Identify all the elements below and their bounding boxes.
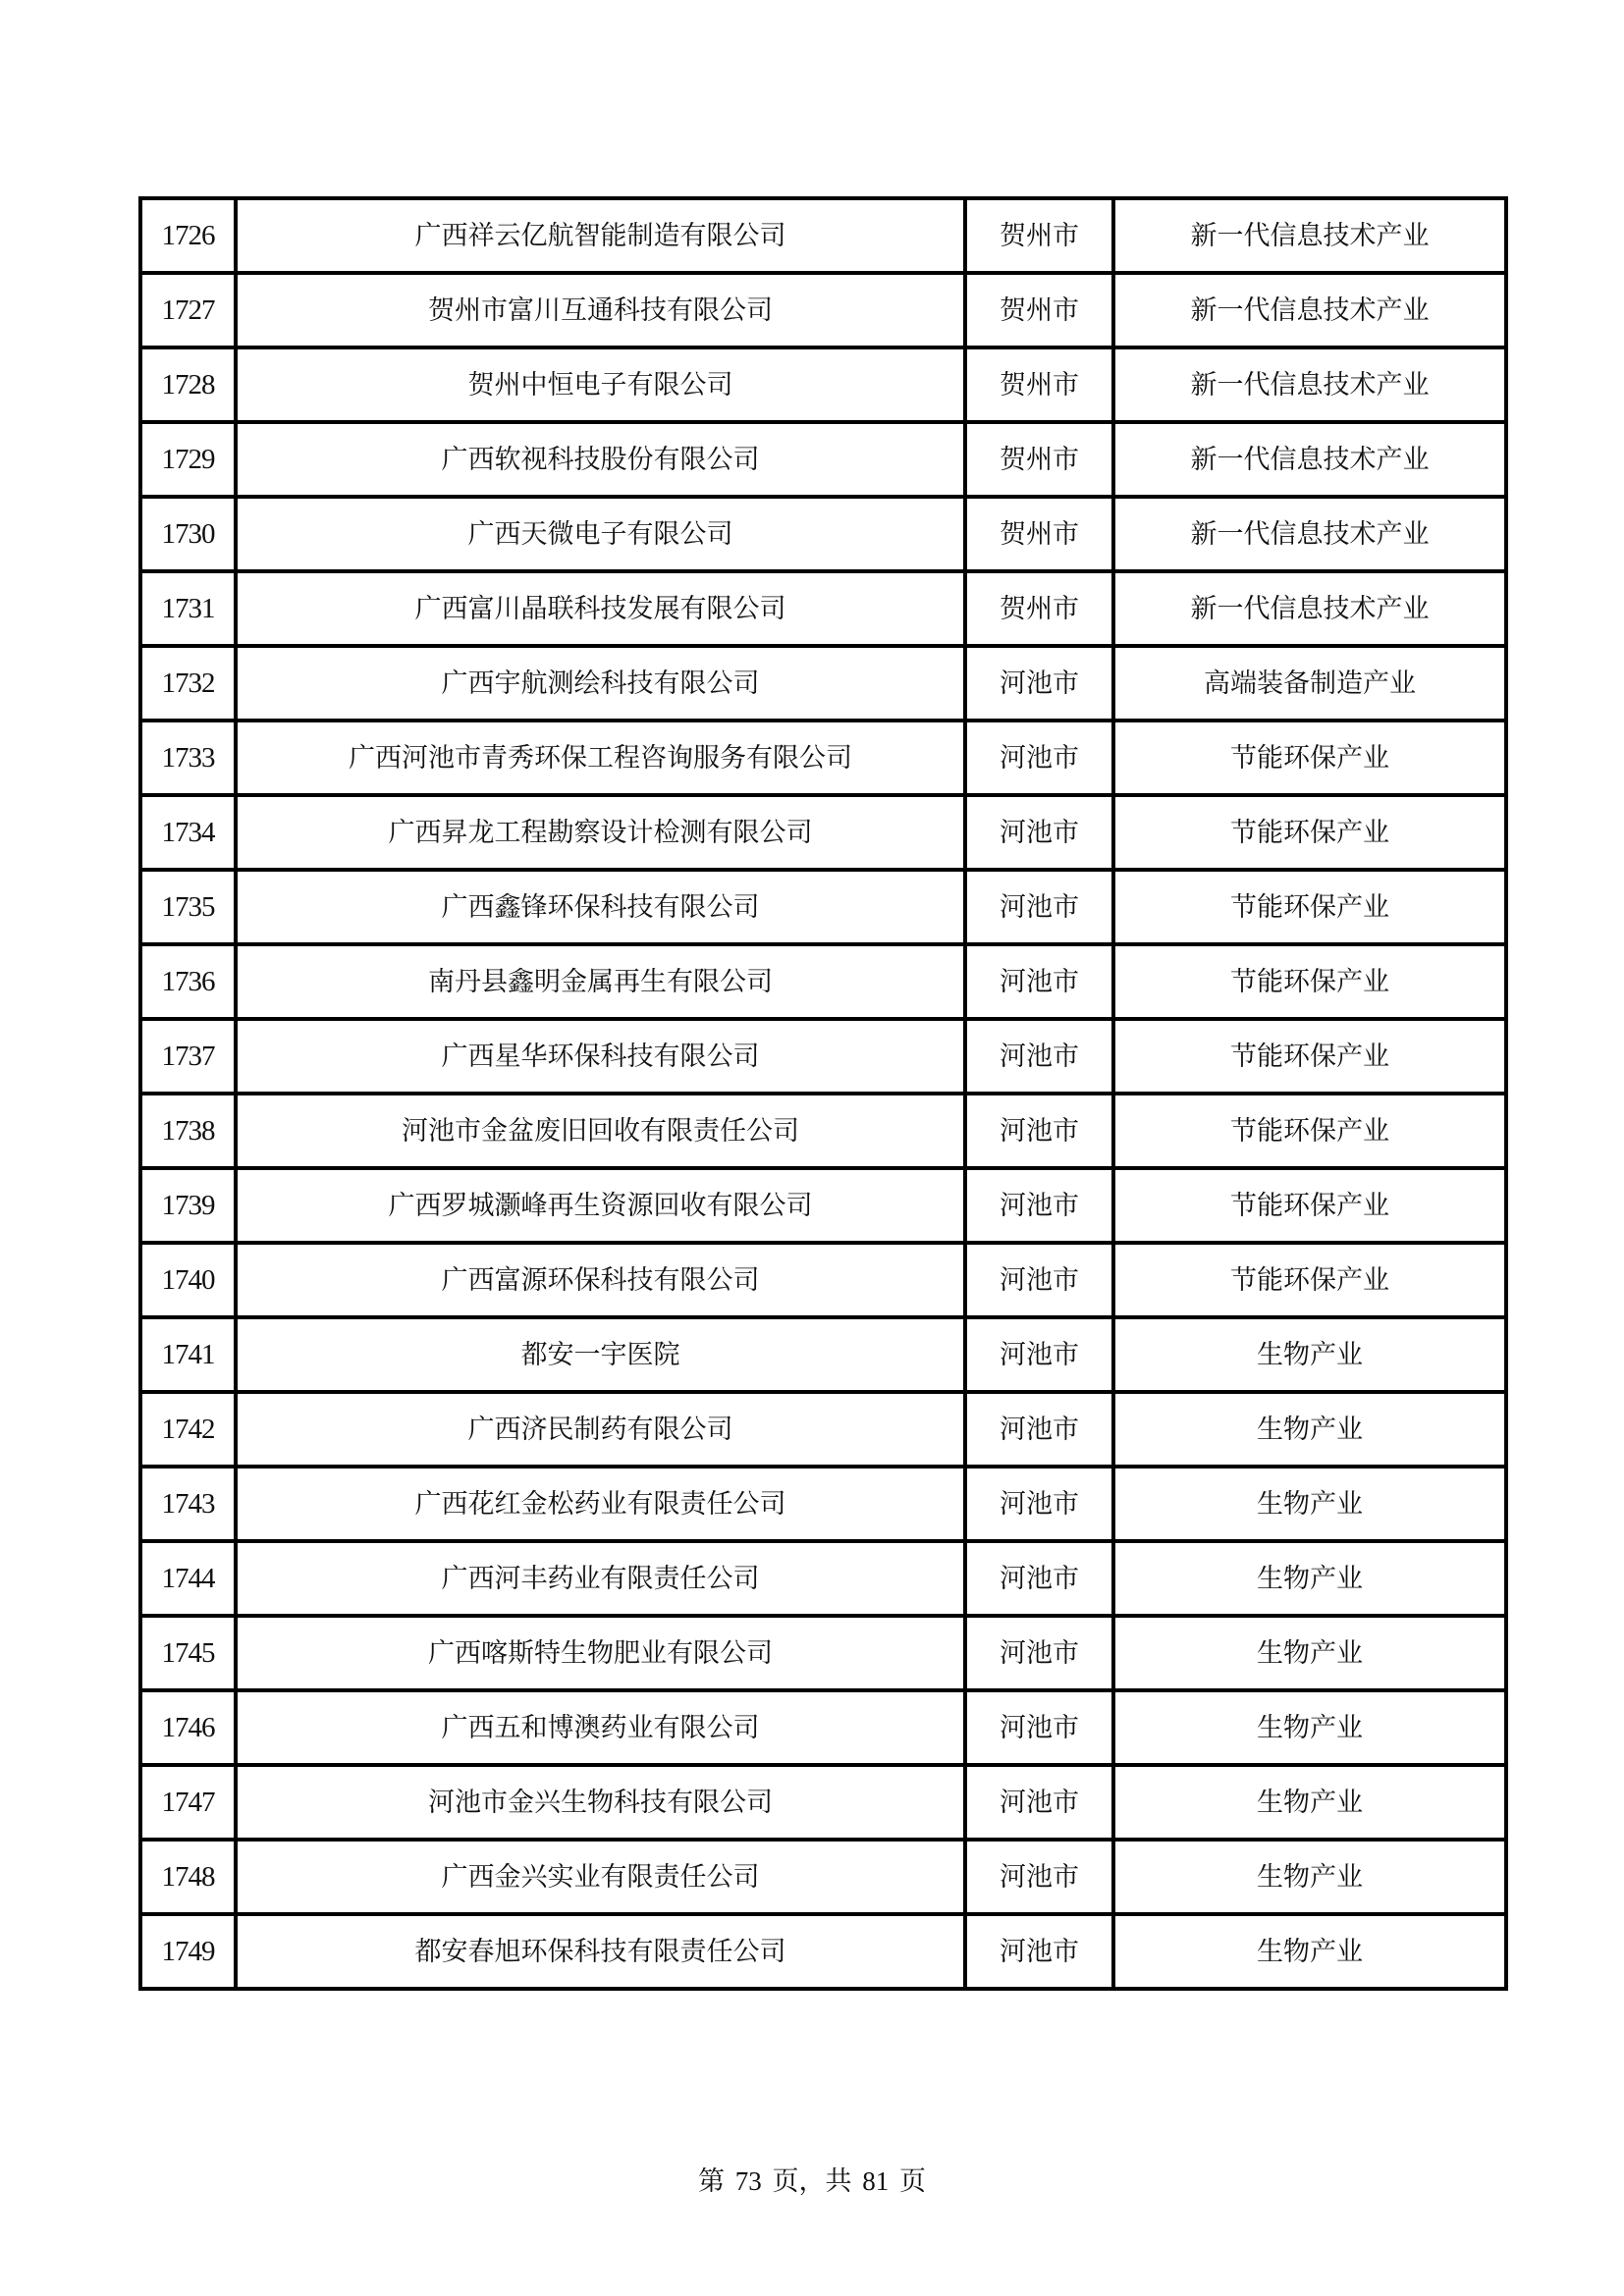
table-row <box>140 1392 1506 1467</box>
company-list-table <box>138 196 1508 1991</box>
row-number: 1745 <box>140 1616 236 1690</box>
city: 贺州市 <box>965 347 1113 422</box>
company-name: 广西昇龙工程勘察设计检测有限公司 <box>236 795 965 870</box>
industry: 生物产业 <box>1113 1317 1506 1392</box>
table-row <box>140 1094 1506 1168</box>
city: 河池市 <box>965 944 1113 1019</box>
industry: 节能环保产业 <box>1113 944 1506 1019</box>
table-row <box>140 347 1506 422</box>
table-row <box>140 1467 1506 1541</box>
company-name: 贺州市富川互通科技有限公司 <box>236 273 965 347</box>
company-name: 广西星华环保科技有限公司 <box>236 1019 965 1094</box>
company-name: 广西宇航测绘科技有限公司 <box>236 646 965 721</box>
industry: 生物产业 <box>1113 1765 1506 1840</box>
city: 河池市 <box>965 721 1113 795</box>
industry: 节能环保产业 <box>1113 721 1506 795</box>
row-number: 1731 <box>140 571 236 646</box>
row-number: 1749 <box>140 1914 236 1989</box>
table-row <box>140 273 1506 347</box>
row-number: 1740 <box>140 1243 236 1317</box>
table-row <box>140 1765 1506 1840</box>
company-name: 广西济民制药有限公司 <box>236 1392 965 1467</box>
company-name: 广西鑫锋环保科技有限公司 <box>236 870 965 944</box>
row-number: 1727 <box>140 273 236 347</box>
industry: 高端装备制造产业 <box>1113 646 1506 721</box>
row-number: 1734 <box>140 795 236 870</box>
company-name: 广西喀斯特生物肥业有限公司 <box>236 1616 965 1690</box>
table-row <box>140 497 1506 571</box>
city: 河池市 <box>965 646 1113 721</box>
industry: 新一代信息技术产业 <box>1113 347 1506 422</box>
city: 河池市 <box>965 1317 1113 1392</box>
table-row <box>140 422 1506 497</box>
city: 河池市 <box>965 1243 1113 1317</box>
row-number: 1735 <box>140 870 236 944</box>
industry: 生物产业 <box>1113 1690 1506 1765</box>
company-name: 广西花红金松药业有限责任公司 <box>236 1467 965 1541</box>
table-row <box>140 1317 1506 1392</box>
table-row <box>140 721 1506 795</box>
company-name: 广西河丰药业有限责任公司 <box>236 1541 965 1616</box>
company-name: 都安一宇医院 <box>236 1317 965 1392</box>
row-number: 1737 <box>140 1019 236 1094</box>
industry: 节能环保产业 <box>1113 795 1506 870</box>
industry: 生物产业 <box>1113 1840 1506 1914</box>
company-name: 河池市金兴生物科技有限公司 <box>236 1765 965 1840</box>
industry: 节能环保产业 <box>1113 1094 1506 1168</box>
table-row <box>140 944 1506 1019</box>
company-name: 广西河池市青秀环保工程咨询服务有限公司 <box>236 721 965 795</box>
table-row <box>140 198 1506 273</box>
industry: 节能环保产业 <box>1113 1243 1506 1317</box>
industry: 生物产业 <box>1113 1392 1506 1467</box>
company-name: 广西金兴实业有限责任公司 <box>236 1840 965 1914</box>
company-name: 广西祥云亿航智能制造有限公司 <box>236 198 965 273</box>
city: 河池市 <box>965 1019 1113 1094</box>
company-name: 贺州中恒电子有限公司 <box>236 347 965 422</box>
row-number: 1730 <box>140 497 236 571</box>
row-number: 1741 <box>140 1317 236 1392</box>
city: 河池市 <box>965 1690 1113 1765</box>
industry: 生物产业 <box>1113 1616 1506 1690</box>
industry: 生物产业 <box>1113 1541 1506 1616</box>
row-number: 1726 <box>140 198 236 273</box>
company-name: 广西富川晶联科技发展有限公司 <box>236 571 965 646</box>
table-row <box>140 1243 1506 1317</box>
company-name: 都安春旭环保科技有限责任公司 <box>236 1914 965 1989</box>
industry: 生物产业 <box>1113 1914 1506 1989</box>
row-number: 1739 <box>140 1168 236 1243</box>
table-row <box>140 1168 1506 1243</box>
industry: 节能环保产业 <box>1113 870 1506 944</box>
company-name: 广西罗城灏峰再生资源回收有限公司 <box>236 1168 965 1243</box>
city: 河池市 <box>965 870 1113 944</box>
row-number: 1729 <box>140 422 236 497</box>
company-name: 南丹县鑫明金属再生有限公司 <box>236 944 965 1019</box>
city: 河池市 <box>965 1541 1113 1616</box>
industry: 新一代信息技术产业 <box>1113 198 1506 273</box>
industry: 新一代信息技术产业 <box>1113 497 1506 571</box>
page-number-footer: 第 73 页，共 81 页 <box>698 2166 926 2196</box>
city: 河池市 <box>965 1094 1113 1168</box>
row-number: 1746 <box>140 1690 236 1765</box>
company-name: 河池市金盆废旧回收有限责任公司 <box>236 1094 965 1168</box>
industry: 新一代信息技术产业 <box>1113 571 1506 646</box>
row-number: 1748 <box>140 1840 236 1914</box>
company-name: 广西软视科技股份有限公司 <box>236 422 965 497</box>
city: 河池市 <box>965 1616 1113 1690</box>
company-name: 广西五和博澳药业有限公司 <box>236 1690 965 1765</box>
city: 河池市 <box>965 1392 1113 1467</box>
city: 河池市 <box>965 1765 1113 1840</box>
industry: 节能环保产业 <box>1113 1019 1506 1094</box>
city: 河池市 <box>965 1467 1113 1541</box>
city: 贺州市 <box>965 497 1113 571</box>
industry: 节能环保产业 <box>1113 1168 1506 1243</box>
row-number: 1738 <box>140 1094 236 1168</box>
row-number: 1743 <box>140 1467 236 1541</box>
city: 河池市 <box>965 1168 1113 1243</box>
table-row <box>140 1019 1506 1094</box>
city: 贺州市 <box>965 422 1113 497</box>
table-row <box>140 1541 1506 1616</box>
table-row <box>140 646 1506 721</box>
row-number: 1732 <box>140 646 236 721</box>
city: 贺州市 <box>965 198 1113 273</box>
row-number: 1733 <box>140 721 236 795</box>
industry: 新一代信息技术产业 <box>1113 273 1506 347</box>
row-number: 1744 <box>140 1541 236 1616</box>
table-row <box>140 1616 1506 1690</box>
table-row <box>140 795 1506 870</box>
row-number: 1728 <box>140 347 236 422</box>
table-row <box>140 571 1506 646</box>
table-row <box>140 1690 1506 1765</box>
row-number: 1742 <box>140 1392 236 1467</box>
industry: 新一代信息技术产业 <box>1113 422 1506 497</box>
company-name: 广西天微电子有限公司 <box>236 497 965 571</box>
company-name: 广西富源环保科技有限公司 <box>236 1243 965 1317</box>
row-number: 1736 <box>140 944 236 1019</box>
city: 贺州市 <box>965 273 1113 347</box>
table-row <box>140 1914 1506 1989</box>
table-row <box>140 1840 1506 1914</box>
city: 河池市 <box>965 795 1113 870</box>
city: 贺州市 <box>965 571 1113 646</box>
table-row <box>140 870 1506 944</box>
city: 河池市 <box>965 1840 1113 1914</box>
industry: 生物产业 <box>1113 1467 1506 1541</box>
row-number: 1747 <box>140 1765 236 1840</box>
city: 河池市 <box>965 1914 1113 1989</box>
